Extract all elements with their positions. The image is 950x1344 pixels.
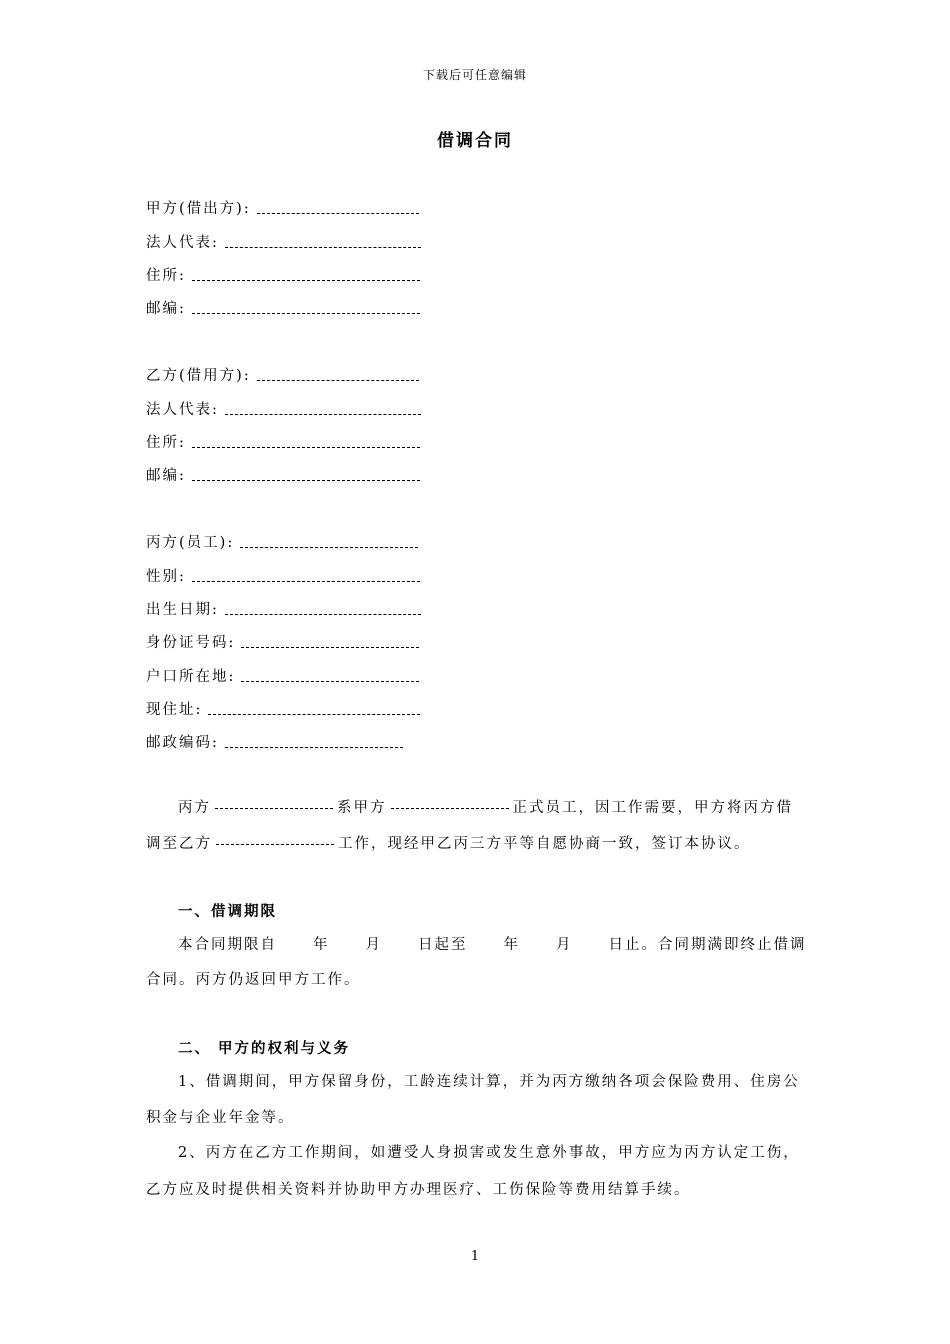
party-b-rep-field xyxy=(146,397,421,419)
party-b-postcode-field xyxy=(146,463,420,485)
section-1-text: 年 xyxy=(503,937,520,953)
section-2-item-1-line-1: 1、借调期间，甲方保留身份，工龄连续计算，并为丙方缴纳各项会保险费用、住房公 xyxy=(178,1074,800,1090)
section-1-text: 日止。合同期满即终止借调 xyxy=(608,937,807,953)
party-c-gender-label: 性别: xyxy=(146,569,186,585)
party-c-id-label: 身份证号码: xyxy=(146,635,236,651)
party-c-birth-blank xyxy=(225,614,421,615)
section-1-text: 年 xyxy=(313,937,330,953)
party-c-gender-blank xyxy=(192,581,420,582)
party-c-current-address-blank xyxy=(208,714,420,715)
party-c-id-field xyxy=(146,630,419,652)
section-2-item-2-line-1: 2、丙方在乙方工作期间，如遭受人身损害或发生意外事故，甲方应为丙方认定工伤， xyxy=(178,1145,800,1161)
party-a-address-blank xyxy=(192,280,420,281)
party-a-rep-label: 法人代表: xyxy=(146,235,219,251)
intro-line-1 xyxy=(178,796,838,817)
party-c-hukou-label: 户口所在地: xyxy=(146,669,236,685)
intro-blank-1 xyxy=(215,808,333,809)
party-b-rep-blank xyxy=(225,414,421,415)
party-c-name-label: 丙方(员工): xyxy=(146,535,235,551)
intro-text: 调至乙方 xyxy=(146,836,212,852)
intro-blank-2 xyxy=(391,808,509,809)
party-a-postcode-field xyxy=(146,296,420,318)
document-title: 借调合同 xyxy=(437,131,513,151)
section-1-text: 本合同期限自 xyxy=(178,937,277,953)
intro-text: 工作，现经甲乙丙三方平等自愿协商一致，签订本协议。 xyxy=(338,836,751,852)
page-number: 1 xyxy=(470,1249,480,1264)
party-a-rep-field xyxy=(146,230,421,252)
party-b-address-blank xyxy=(192,447,420,448)
party-c-name-field xyxy=(146,530,418,552)
intro-text: 系甲方 xyxy=(337,800,387,816)
party-c-gender-field xyxy=(146,564,420,586)
section-1-heading: 一、借调期限 xyxy=(178,903,277,920)
intro-blank-3 xyxy=(216,844,334,845)
party-c-hukou-blank xyxy=(241,681,419,682)
section-1-text: 月 xyxy=(556,937,573,953)
party-a-address-field xyxy=(146,263,420,285)
party-c-birth-field xyxy=(146,597,421,619)
party-b-address-label: 住所: xyxy=(146,435,186,451)
party-b-name-label: 乙方(借用方): xyxy=(146,368,251,384)
party-a-address-label: 住所: xyxy=(146,268,186,284)
intro-text: 正式员工，因工作需要，甲方将丙方借 xyxy=(512,800,793,816)
party-a-postcode-blank xyxy=(192,313,420,314)
party-c-postal-field xyxy=(146,730,403,752)
section-2-item-1-line-2: 积金与企业年金等。 xyxy=(146,1110,295,1126)
party-a-name-field xyxy=(146,196,419,218)
party-c-postal-blank xyxy=(225,747,403,748)
section-1-text: 月 xyxy=(365,937,382,953)
section-1-line-2: 合同。丙方仍返回甲方工作。 xyxy=(146,972,361,988)
party-c-id-blank xyxy=(241,647,419,648)
intro-line-2 xyxy=(146,832,806,853)
section-1-line-1 xyxy=(178,933,838,954)
party-c-hukou-field xyxy=(146,664,419,686)
party-b-postcode-blank xyxy=(192,480,420,481)
intro-text: 丙方 xyxy=(178,800,211,816)
section-1-text: 日起至 xyxy=(418,937,468,953)
party-a-postcode-label: 邮编: xyxy=(146,301,186,317)
header-note: 下载后可任意编辑 xyxy=(422,68,527,82)
party-b-address-field xyxy=(146,430,420,452)
party-c-current-address-label: 现住址: xyxy=(146,702,203,718)
party-b-name-field xyxy=(146,363,419,385)
party-b-postcode-label: 邮编: xyxy=(146,468,186,484)
party-b-rep-label: 法人代表: xyxy=(146,402,219,418)
party-a-name-blank xyxy=(257,213,419,214)
party-c-name-blank xyxy=(240,547,418,548)
party-b-name-blank xyxy=(257,380,419,381)
section-2-item-2-line-2: 乙方应及时提供相关资料并协助甲方办理医疗、工伤保险等费用结算手续。 xyxy=(146,1182,691,1198)
party-c-birth-label: 出生日期: xyxy=(146,602,219,618)
section-2-heading: 二、 甲方的权利与义务 xyxy=(178,1040,351,1057)
party-c-postal-label: 邮政编码: xyxy=(146,735,219,751)
party-a-name-label: 甲方(借出方): xyxy=(146,201,251,217)
party-c-current-address-field xyxy=(146,697,420,719)
party-a-rep-blank xyxy=(225,247,421,248)
